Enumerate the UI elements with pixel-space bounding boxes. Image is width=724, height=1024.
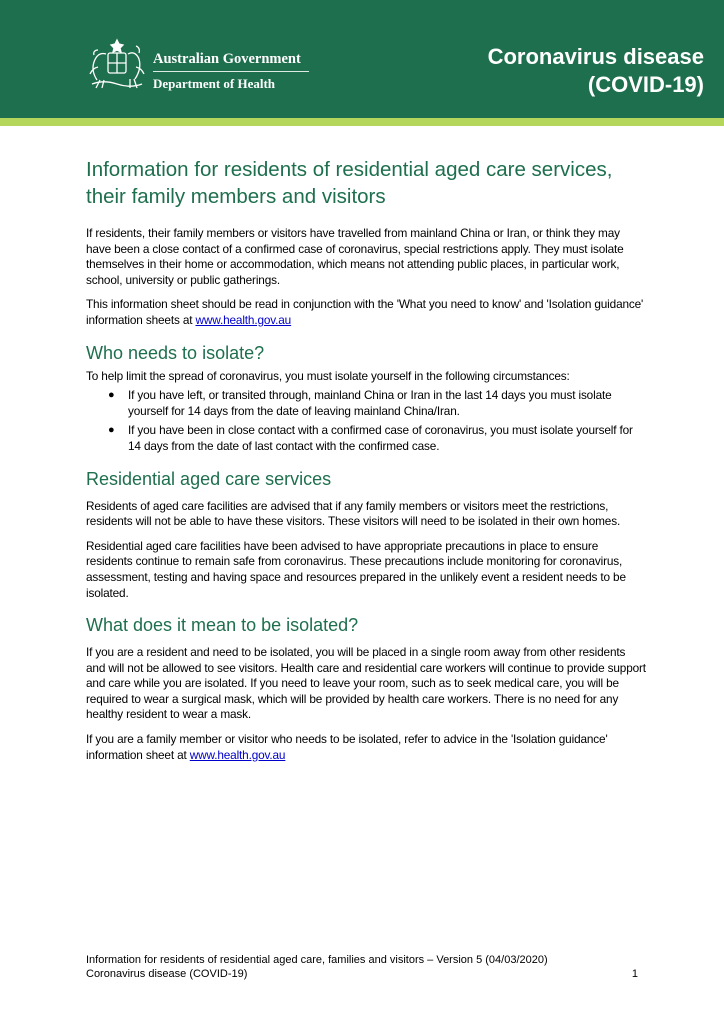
list-item-text: If you have been in close contact with a confirmed case of coronavirus, you must isolate yourself for 14 days from the date of last contact with the confirmed case. [128, 423, 633, 453]
section-heading: Residential aged care services [86, 468, 332, 489]
covid-title [404, 43, 704, 99]
list-item [86, 388, 646, 419]
health-website-link[interactable]: www.health.gov.au [189, 747, 286, 762]
covid-title-line1: Coronavirus disease [487, 44, 704, 69]
section-lead: To help limit the spread of coronavirus, you must isolate yourself in the following circumstances: [86, 368, 570, 383]
section-heading: What does it mean to be isolated? [86, 615, 359, 636]
header-divider [153, 71, 309, 72]
isolation-criteria-list [86, 388, 646, 454]
health-website-link[interactable]: www.health.gov.au [195, 312, 292, 327]
section-paragraph: Residents of aged care facilities are advised that if any family members or visitors meet the restrictions, residents will not be able to have these visitors. These visitors will need to be isolated in their own homes. [86, 498, 621, 529]
covid-title-line2: (COVID-19) [587, 72, 704, 97]
section-residential-aged-care [86, 467, 646, 602]
document-body [86, 156, 646, 772]
section-paragraph [86, 732, 646, 763]
coat-of-arms-icon [86, 36, 148, 92]
intro-paragraph-2 [86, 297, 646, 328]
footer-row [86, 967, 638, 981]
bullet-icon: ● [108, 389, 115, 402]
page-number: 1 [631, 968, 638, 980]
header-banner [0, 0, 724, 118]
section-paragraph-text: If you are a family member or visitor who needs to be isolated, refer to advice in the 'Isolation guidance' information sheet at [86, 732, 608, 762]
footer-series: Coronavirus disease (COVID-19) [86, 968, 248, 980]
header-accent-bar [0, 118, 724, 126]
section-paragraph: Residential aged care facilities have been advised to have appropriate precautions in place to ensure residents continue to remain safe from coronavirus. These precautions include monitoring for coronavirus, assessment, testing and having space and resources prepared in the unlikely event a resident needs to be isolated. [86, 538, 626, 600]
section-who-needs-to-isolate [86, 341, 646, 455]
section-paragraph: If you are a resident and need to be isolated, you will be placed in a single room away from other residents and will not be allowed to see visitors. Health care and residential care workers will continue to provide support and care while you are isolated. If you need to leave your room, such as to seek medical care, you will be required to wear a surgical mask, which will be provided by health care workers. There is no need for any healthy resident to wear a mask. [86, 645, 646, 722]
section-heading: Who needs to isolate? [86, 342, 265, 363]
department-name: Department of Health [153, 76, 276, 91]
footer-doc-info: Information for residents of residential aged care, families and visitors – Version 5 (04/03/2020) [86, 954, 548, 966]
bullet-icon: ● [108, 424, 115, 437]
document-title: Information for residents of residential aged care services, their family members and visitors [86, 158, 613, 208]
intro-paragraph-2-text: This information sheet should be read in conjunction with the 'What you need to know' and 'Isolation guidance' information sheets at [86, 297, 644, 327]
government-name: Australian Government [153, 51, 301, 67]
list-item-text: If you have left, or transited through, mainland China or Iran in the last 14 days you must isolate yourself for 14 days from the date of leaving mainland China/Iran. [128, 388, 612, 418]
intro-paragraph-1: If residents, their family members or visitors have travelled from mainland China or Iran, or think they may have been a close contact of a confirmed case of coronavirus, special restrictions apply. They must isolate themselves in their home or accommodation, which means not attending public places, in particular work, school, university or public gatherings. [86, 226, 624, 287]
page-footer [86, 953, 638, 981]
section-what-isolated-means [86, 613, 646, 763]
list-item [86, 423, 646, 454]
